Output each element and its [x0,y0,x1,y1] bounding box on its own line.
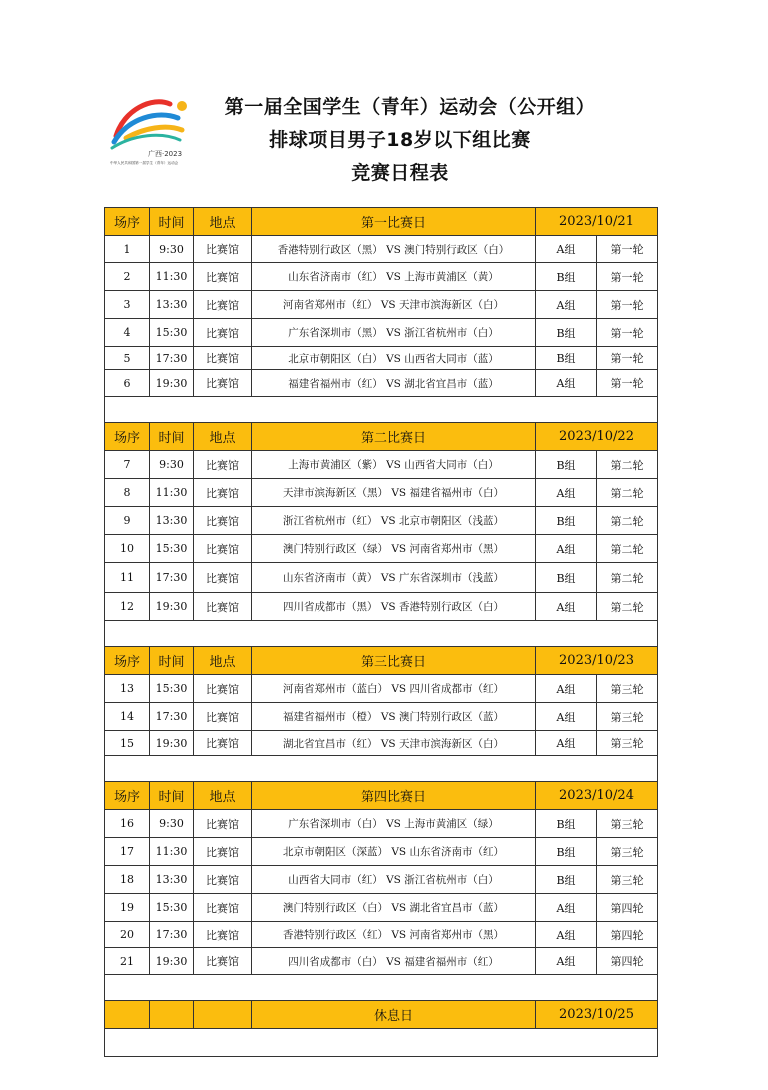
match-group: B组 [536,347,597,370]
match-number: 13 [105,675,150,703]
day-date: 2023/10/21 [536,208,658,236]
title-line-1: 第一届全国学生（青年）运动会（公开组） [224,96,596,118]
day-date: 2023/10/23 [536,647,658,675]
match-row [105,894,658,922]
match-teams: 广东省深圳市（黑） VS 浙江省杭州市（白） [252,319,536,347]
match-round: 第二轮 [597,563,658,593]
time-header: 时间 [150,647,194,675]
day-name: 第二比赛日 [252,423,536,451]
match-teams: 山西省大同市（红） VS 浙江省杭州市（白） [252,866,536,894]
match-row [105,479,658,507]
rest-day-row [105,1001,658,1029]
match-group: B组 [536,507,597,535]
match-teams: 澳门特别行政区（绿） VS 河南省郑州市（黑） [252,535,536,563]
match-time: 15:30 [150,319,194,347]
match-teams: 福建省福州市（红） VS 湖北省宜昌市（蓝） [252,370,536,397]
day-date: 2023/10/22 [536,423,658,451]
match-teams: 广东省深圳市（白） VS 上海市黄浦区（绿） [252,810,536,838]
match-row [105,922,658,948]
match-venue: 比赛馆 [194,263,252,291]
match-number: 12 [105,593,150,621]
match-group: A组 [536,593,597,621]
day-header-row [105,647,658,675]
match-number: 16 [105,810,150,838]
match-number: 10 [105,535,150,563]
match-row [105,810,658,838]
logo-year: 广西·2023 [148,150,183,158]
match-time: 9:30 [150,236,194,263]
match-teams: 湖北省宜昌市（红） VS 天津市滨海新区（白） [252,731,536,756]
match-number: 8 [105,479,150,507]
match-group: A组 [536,894,597,922]
match-round: 第四轮 [597,894,658,922]
match-group: B组 [536,319,597,347]
match-round: 第三轮 [597,866,658,894]
match-group: A组 [536,370,597,397]
match-teams: 北京市朝阳区（深蓝） VS 山东省济南市（红） [252,838,536,866]
title-line-3: 竞赛日程表 [351,162,449,184]
spacer-cell [105,975,658,1001]
match-group: A组 [536,922,597,948]
match-round: 第二轮 [597,451,658,479]
spacer-cell [105,756,658,782]
match-number: 14 [105,703,150,731]
match-round: 第一轮 [597,263,658,291]
match-row [105,347,658,370]
match-teams: 香港特别行政区（红） VS 河南省郑州市（黑） [252,922,536,948]
match-venue: 比赛馆 [194,563,252,593]
match-teams: 香港特别行政区（黑） VS 澳门特别行政区（白） [252,236,536,263]
schedule-table [104,207,658,1057]
match-number: 21 [105,948,150,975]
title-line-2: 排球项目男子18岁以下组比赛 [269,129,531,151]
match-row [105,703,658,731]
match-time: 17:30 [150,563,194,593]
rest-day-date: 2023/10/25 [536,1001,658,1029]
order-header: 场序 [105,423,150,451]
rest-day-name: 休息日 [252,1001,536,1029]
match-venue: 比赛馆 [194,894,252,922]
match-time: 9:30 [150,810,194,838]
match-time: 17:30 [150,347,194,370]
match-round: 第三轮 [597,731,658,756]
match-time: 19:30 [150,948,194,975]
order-header: 场序 [105,782,150,810]
match-round: 第一轮 [597,236,658,263]
match-time: 15:30 [150,675,194,703]
match-venue: 比赛馆 [194,703,252,731]
match-row [105,563,658,593]
match-group: A组 [536,703,597,731]
match-group: A组 [536,675,597,703]
match-group: A组 [536,535,597,563]
match-group: A组 [536,948,597,975]
match-row [105,948,658,975]
match-venue: 比赛馆 [194,838,252,866]
match-round: 第三轮 [597,703,658,731]
match-row [105,451,658,479]
match-teams: 山东省济南市（黄） VS 广东省深圳市（浅蓝） [252,563,536,593]
match-round: 第一轮 [597,291,658,319]
match-time: 11:30 [150,479,194,507]
match-time: 19:30 [150,593,194,621]
spacer-cell [105,1029,658,1057]
order-header: 场序 [105,208,150,236]
match-time: 19:30 [150,370,194,397]
venue-header: 地点 [194,423,252,451]
match-venue: 比赛馆 [194,866,252,894]
match-group: B组 [536,838,597,866]
match-row [105,507,658,535]
match-row [105,675,658,703]
match-round: 第一轮 [597,370,658,397]
day-header-row [105,782,658,810]
match-time: 13:30 [150,291,194,319]
spacer-row [105,756,658,782]
match-group: B组 [536,563,597,593]
rest-empty-3 [194,1001,252,1029]
match-time: 11:30 [150,838,194,866]
match-group: B组 [536,866,597,894]
match-time: 13:30 [150,507,194,535]
match-venue: 比赛馆 [194,948,252,975]
match-row [105,236,658,263]
match-number: 6 [105,370,150,397]
match-round: 第四轮 [597,922,658,948]
spacer-row [105,621,658,647]
match-teams: 北京市朝阳区（白） VS 山西省大同市（蓝） [252,347,536,370]
logo-caption: 中华人民共和国第一届学生（青年）运动会 [110,161,179,165]
match-number: 7 [105,451,150,479]
match-venue: 比赛馆 [194,922,252,948]
match-teams: 浙江省杭州市（红） VS 北京市朝阳区（浅蓝） [252,507,536,535]
match-row [105,731,658,756]
match-number: 2 [105,263,150,291]
match-number: 15 [105,731,150,756]
day-name: 第一比赛日 [252,208,536,236]
match-row [105,838,658,866]
match-time: 17:30 [150,703,194,731]
match-teams: 河南省郑州市（蓝白） VS 四川省成都市（红） [252,675,536,703]
match-round: 第二轮 [597,593,658,621]
match-row [105,593,658,621]
match-number: 17 [105,838,150,866]
match-venue: 比赛馆 [194,236,252,263]
match-row [105,370,658,397]
day-name: 第三比赛日 [252,647,536,675]
match-teams: 四川省成都市（黑） VS 香港特别行政区（白） [252,593,536,621]
day-header-row [105,423,658,451]
match-venue: 比赛馆 [194,535,252,563]
match-time: 15:30 [150,894,194,922]
spacer-cell [105,397,658,423]
match-teams: 福建省福州市（橙） VS 澳门特别行政区（蓝） [252,703,536,731]
match-number: 3 [105,291,150,319]
match-teams: 上海市黄浦区（紫） VS 山西省大同市（白） [252,451,536,479]
time-header: 时间 [150,208,194,236]
match-round: 第二轮 [597,479,658,507]
match-venue: 比赛馆 [194,675,252,703]
match-venue: 比赛馆 [194,370,252,397]
match-teams: 天津市滨海新区（黑） VS 福建省福州市（白） [252,479,536,507]
match-venue: 比赛馆 [194,507,252,535]
match-venue: 比赛馆 [194,479,252,507]
match-venue: 比赛馆 [194,451,252,479]
match-time: 9:30 [150,451,194,479]
rest-empty-2 [150,1001,194,1029]
spacer-cell [105,621,658,647]
day-date: 2023/10/24 [536,782,658,810]
match-number: 4 [105,319,150,347]
match-venue: 比赛馆 [194,731,252,756]
match-venue: 比赛馆 [194,291,252,319]
match-number: 19 [105,894,150,922]
match-teams: 澳门特别行政区（白） VS 湖北省宜昌市（蓝） [252,894,536,922]
venue-header: 地点 [194,647,252,675]
match-group: B组 [536,451,597,479]
venue-header: 地点 [194,208,252,236]
venue-header: 地点 [194,782,252,810]
spacer-row [105,1029,658,1057]
match-group: A组 [536,479,597,507]
match-venue: 比赛馆 [194,810,252,838]
match-row [105,291,658,319]
match-row [105,263,658,291]
match-teams: 山东省济南市（红） VS 上海市黄浦区（黄） [252,263,536,291]
spacer-row [105,397,658,423]
match-number: 9 [105,507,150,535]
match-number: 20 [105,922,150,948]
match-round: 第四轮 [597,948,658,975]
match-round: 第一轮 [597,347,658,370]
order-header: 场序 [105,647,150,675]
match-round: 第一轮 [597,319,658,347]
match-time: 13:30 [150,866,194,894]
match-row [105,866,658,894]
match-venue: 比赛馆 [194,319,252,347]
match-number: 11 [105,563,150,593]
match-round: 第三轮 [597,675,658,703]
match-round: 第三轮 [597,810,658,838]
match-round: 第二轮 [597,507,658,535]
match-venue: 比赛馆 [194,347,252,370]
match-group: A组 [536,731,597,756]
match-teams: 河南省郑州市（红） VS 天津市滨海新区（白） [252,291,536,319]
time-header: 时间 [150,423,194,451]
match-teams: 四川省成都市（白） VS 福建省福州市（红） [252,948,536,975]
match-row [105,319,658,347]
match-time: 17:30 [150,922,194,948]
match-number: 5 [105,347,150,370]
match-time: 11:30 [150,263,194,291]
match-group: B组 [536,810,597,838]
spacer-row [105,975,658,1001]
match-round: 第二轮 [597,535,658,563]
match-round: 第三轮 [597,838,658,866]
match-time: 15:30 [150,535,194,563]
match-number: 18 [105,866,150,894]
match-group: A组 [536,236,597,263]
match-number: 1 [105,236,150,263]
match-group: B组 [536,263,597,291]
rest-empty-1 [105,1001,150,1029]
match-group: A组 [536,291,597,319]
day-name: 第四比赛日 [252,782,536,810]
match-time: 19:30 [150,731,194,756]
time-header: 时间 [150,782,194,810]
match-row [105,535,658,563]
match-venue: 比赛馆 [194,593,252,621]
day-header-row [105,208,658,236]
